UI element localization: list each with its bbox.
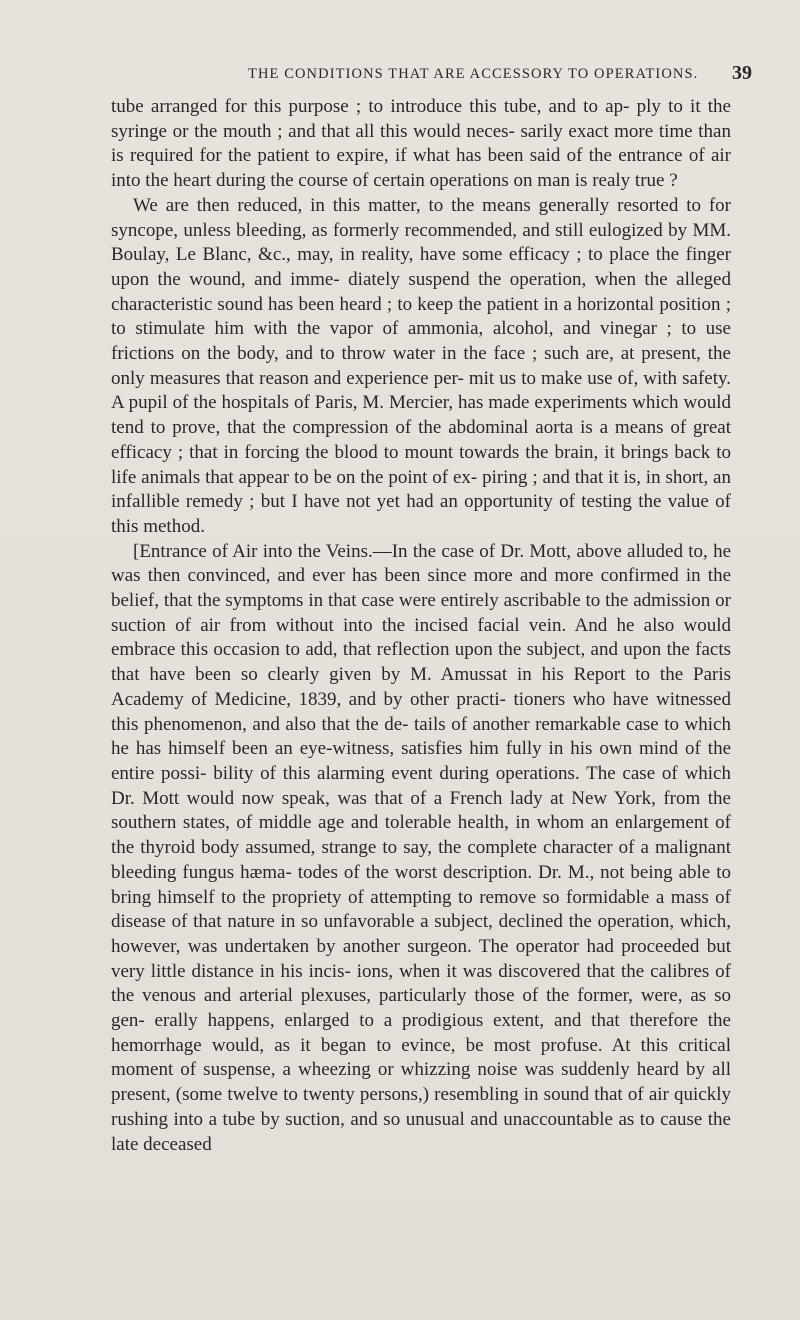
paragraph-2: We are then reduced, in this matter, to the means generally resorted to for syncope, unless bleeding, as formerly recommended, and still eulogized by MM. Boulay, Le Blanc, &c., may, in reality, have some efficacy ; to place the finger upon the wound, and imme- diately suspend the operation, when the alleged characteristic sound has been heard ; to keep the patient in a horizontal position ; to stimulate him with the vapor of ammonia, alcohol, and vinegar ; to use frictions on the body, and to throw water in the face ; such are, at present, the only measures that reason and experience per- mit us to make use of, with safety. A pupil of the hospitals of Paris, M. Mercier, has made experiments which would tend to prove, that the compression of the abdominal aorta is a means of great efficacy ; that in forcing the blood to mount towards the brain, it brings back to life animals that appear to be on the point of ex- piring ; and that it is, in short, an infallible remedy ; but I have not yet had an opportunity of testing the value of this method. (111, 194, 731, 537)
paragraph-3: [Entrance of Air into the Veins.—In the case of Dr. Mott, above alluded to, he was then convinced, and ever has been since more and more confirmed in the belief, that the symptoms in that case were entirely ascribable to the admission or suction of air from without into the incised facial vein. And he also would embrace this occasion to add, that reflection upon the subject, and upon the facts that have been so clearly given by M. Amussat in his Report to the Paris Academy of Medicine, 1839, and by other practi- tioners who have witnessed this phenomenon, and also that the de- tails of another remarkable case to which he has himself been an eye-witness, satisfies him fully in his own mind of the entire possi- bility of this alarming event during operations. The case of which Dr. Mott would now speak, was that of a French lady at New York, from the southern states, of middle age and tolerable health, in whom an enlargement of the thyroid body assumed, strange to say, the complete character of a malignant bleeding fungus hæma- todes of the worst description. Dr. M., not being able to bring himself to the propriety of attempting to remove so formidable a mass of disease of that nature in so unfavorable a subject, declined the operation, which, however, was undertaken by another surgeon. The operator had proceeded but very little distance in his incis- ions, when it was discovered that the calibres of the venous and arterial plexuses, particularly those of the former, were, as so gen- erally happens, enlarged to a prodigious extent, and that therefore the hemorrhage would, as it began to evince, be most profuse. At this critical moment of suspense, a wheezing or whizzing noise was suddenly heard by all present, (some twelve to twenty persons,) resembling in sound that of air quickly rushing into a tube by suction, and so unusual and unaccountable as to cause the late deceased (111, 540, 731, 1155)
body-text (111, 95, 731, 1157)
page-number: 39 (732, 62, 752, 84)
running-head: THE CONDITIONS THAT ARE ACCESSORY TO OPERATIONS. (248, 66, 699, 82)
paragraph-1: tube arranged for this purpose ; to introduce this tube, and to ap- ply to it the syringe or the mouth ; and that all this would neces- sarily exact more time than is required for the patient to expire, if what has been said of the entrance of air into the heart during the course of certain operations on man is realy true ? (111, 96, 731, 192)
